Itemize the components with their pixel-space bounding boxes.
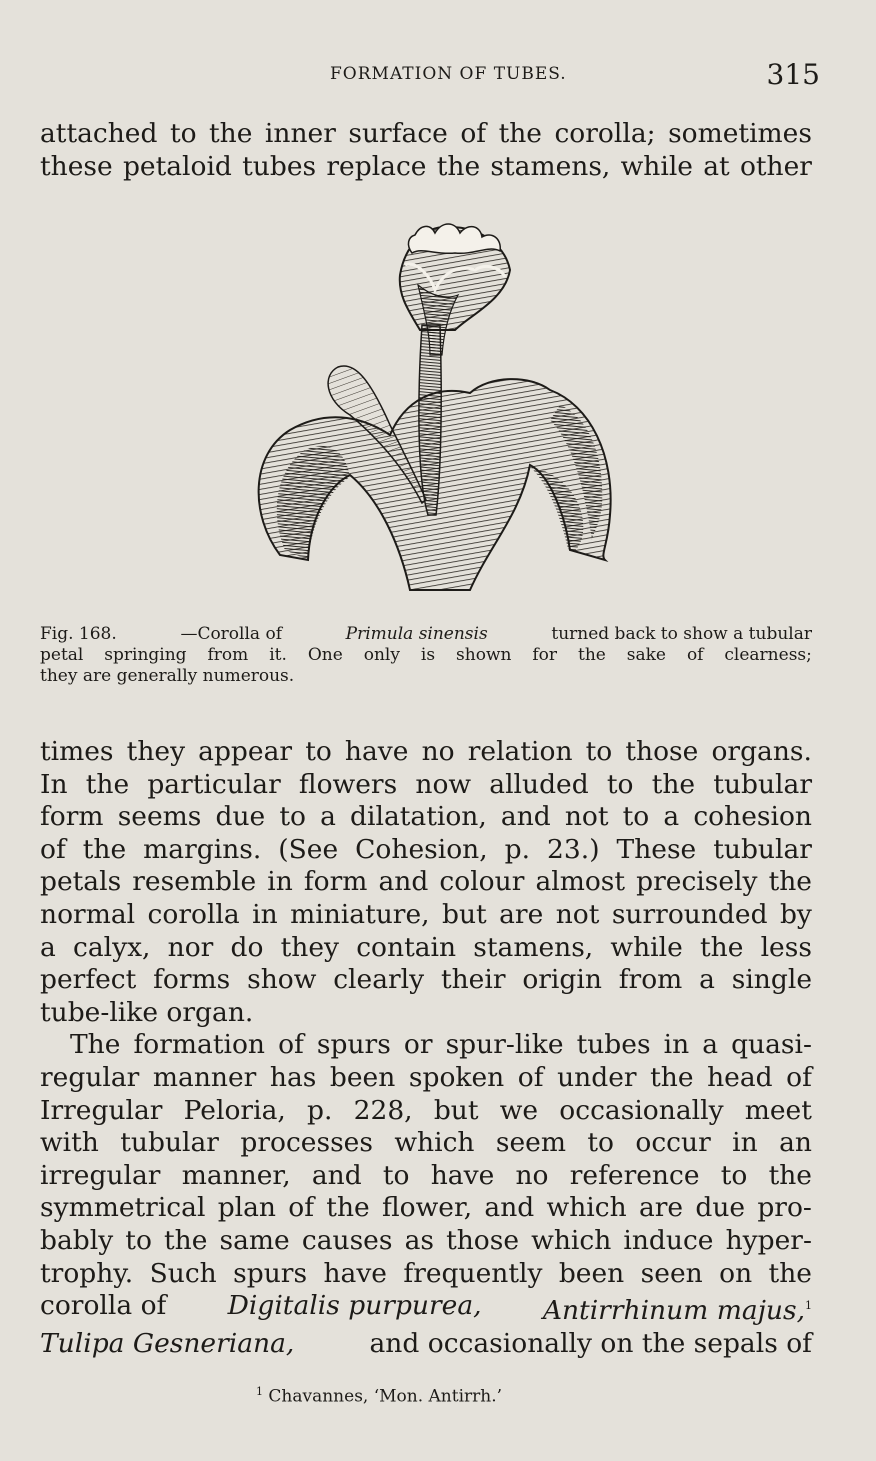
word: reference (569, 1159, 700, 1191)
word: to (606, 768, 634, 800)
word: tubular (120, 1127, 219, 1159)
word: as (404, 1224, 434, 1256)
word: those (446, 1224, 520, 1256)
word: it. (269, 645, 287, 665)
word: The (70, 1029, 121, 1061)
word: hyper- (725, 1224, 812, 1256)
word: are (638, 1192, 684, 1224)
text-line (40, 1127, 812, 1160)
word: while (610, 931, 683, 963)
text-line (40, 1029, 812, 1062)
word: from (207, 645, 249, 665)
word: attached (40, 118, 158, 149)
word: of (460, 118, 487, 149)
word: Such (149, 1257, 217, 1289)
word: which (394, 1127, 475, 1159)
word: particular (147, 768, 281, 800)
text-line (40, 1258, 812, 1291)
word: to (587, 1127, 614, 1159)
word: tubular (713, 768, 812, 800)
caption-text: turned back to show a tubular (551, 624, 812, 644)
word: other (739, 150, 812, 182)
text-line: tube-like organ. (40, 996, 254, 1028)
word: surface (348, 118, 448, 149)
word: but (442, 898, 487, 930)
word: manner, (181, 1159, 291, 1191)
word: formation (133, 1029, 266, 1061)
word: has (269, 1061, 317, 1093)
word: form (40, 801, 104, 833)
word: 23.) (547, 833, 600, 865)
word: of (786, 1061, 812, 1093)
text-line (40, 932, 812, 965)
word: regular (40, 1061, 140, 1093)
word: and (378, 866, 429, 898)
word: same (219, 1224, 290, 1256)
word: but (433, 1094, 479, 1126)
word: meet (744, 1094, 812, 1126)
word: plan (217, 1192, 276, 1224)
text-line (40, 866, 812, 899)
word: by (779, 898, 812, 930)
word: One (307, 645, 343, 665)
word: the (436, 150, 481, 182)
word: those (625, 736, 699, 767)
word: spur-like (445, 1029, 564, 1061)
word: of (288, 1192, 315, 1224)
word: to (382, 1159, 410, 1191)
word: resemble (132, 866, 257, 898)
word: the (85, 768, 130, 800)
word: In (40, 768, 68, 800)
word: at (703, 150, 730, 182)
word: in (267, 866, 293, 898)
word: and (500, 801, 551, 833)
word: Peloria, (183, 1094, 286, 1126)
word: seems (117, 801, 202, 833)
word: the (164, 1224, 208, 1256)
word: p. (307, 1094, 333, 1126)
word: p. (504, 833, 531, 865)
word: an (779, 1127, 812, 1159)
word: the (651, 768, 696, 800)
word: sometimes (668, 118, 812, 149)
word: do (230, 931, 264, 963)
tubular-petal-flower (400, 224, 510, 355)
word: manner (152, 1061, 257, 1093)
word: processes (240, 1127, 373, 1159)
primula-corolla-illustration (230, 215, 650, 615)
word: the (326, 1192, 370, 1224)
text-line (40, 1192, 812, 1225)
running-head: FORMATION OF TUBES. (330, 64, 567, 84)
word: they (126, 736, 186, 767)
word: not (555, 898, 600, 930)
word: surrounded (611, 898, 768, 930)
word: on (719, 1257, 753, 1289)
word: trophy. (40, 1257, 134, 1289)
word: seen (640, 1257, 703, 1289)
word: stamens, (490, 150, 611, 182)
word: we (499, 1094, 539, 1126)
word: perfect (40, 964, 137, 996)
word: their (440, 964, 506, 996)
word: colour (439, 866, 525, 898)
word: These (616, 833, 697, 865)
word: have (323, 1257, 387, 1289)
word: of (40, 833, 66, 865)
word: been (558, 1257, 625, 1289)
caption-text: —Corolla of (180, 624, 282, 644)
word: the (768, 866, 812, 898)
word: spurs (316, 1029, 391, 1061)
word: are (499, 898, 544, 930)
word: seem (495, 1127, 566, 1159)
word: from (618, 964, 683, 996)
word: the (82, 833, 127, 865)
word: Cohesion, (355, 833, 488, 865)
word: only (363, 645, 400, 665)
page-header (40, 58, 820, 98)
top-text (40, 118, 812, 183)
word: a (320, 801, 336, 833)
word: the (209, 118, 253, 149)
word: occasionally (559, 1094, 724, 1126)
word: less (760, 931, 812, 963)
word: times (40, 736, 114, 767)
word: been (329, 1061, 396, 1093)
word: calyx, (73, 931, 151, 963)
text-line (40, 1095, 812, 1128)
word: for (532, 645, 558, 665)
text-line (40, 769, 812, 802)
word: due (695, 1192, 746, 1224)
word: in (663, 1029, 690, 1061)
word: no (421, 736, 455, 767)
caption-line (40, 645, 812, 666)
text-line (40, 834, 812, 867)
word: the (768, 1159, 812, 1191)
word: springing (104, 645, 187, 665)
word: nor (167, 931, 214, 963)
main-text (40, 736, 812, 1360)
word: quasi- (731, 1029, 812, 1061)
word: frequently (403, 1257, 543, 1289)
word: dilatation, (350, 801, 487, 833)
word: contain (356, 931, 457, 963)
word: (See (278, 833, 339, 865)
word: tubes (242, 150, 317, 182)
footnote-text: Chavannes, ‘Mon. Antirrh.’ (268, 1386, 503, 1407)
word: a (699, 964, 715, 996)
word: show (247, 964, 317, 996)
text-line (40, 736, 812, 769)
word: relation (467, 736, 573, 767)
word: induce (623, 1224, 714, 1256)
word: these (40, 150, 113, 182)
word: origin (522, 964, 602, 996)
word: bably (40, 1224, 114, 1256)
word: a (702, 1029, 719, 1061)
word: symmetrical (40, 1192, 206, 1224)
word: tubular (713, 833, 812, 865)
word: petals (40, 866, 122, 898)
word: a (663, 801, 680, 833)
text-line (40, 1062, 812, 1095)
word: sake (626, 645, 666, 665)
word: flower, (381, 1192, 473, 1224)
page-number: 315 (766, 58, 820, 91)
word: corolla (147, 898, 240, 930)
word: not (564, 801, 609, 833)
word: stamens, (473, 931, 594, 963)
word: flowers (298, 768, 398, 800)
word: petal (40, 645, 84, 665)
word: in (252, 898, 278, 930)
word: petaloid (122, 150, 232, 182)
word: or (403, 1029, 433, 1061)
word: the (577, 645, 606, 665)
word: while (620, 150, 693, 182)
word: of (278, 1029, 304, 1061)
word: shown (456, 645, 512, 665)
caption-line (40, 624, 812, 645)
word: spurs (233, 1257, 308, 1289)
word: appear (198, 736, 293, 767)
word: organs. (711, 736, 812, 767)
word: to (279, 801, 306, 833)
word: now (415, 768, 472, 800)
word: to (585, 736, 613, 767)
word: irregular (40, 1159, 161, 1191)
word: alluded (489, 768, 589, 800)
word: causes (301, 1224, 393, 1256)
word: the (498, 118, 542, 149)
text-line (40, 1160, 812, 1193)
word: the (650, 1061, 694, 1093)
word: which (546, 1192, 627, 1224)
text-line (40, 801, 812, 834)
text-line (40, 899, 812, 932)
word: under (557, 1061, 637, 1093)
word: precisely (636, 866, 758, 898)
word: tubes (576, 1029, 651, 1061)
word: have (430, 1159, 495, 1191)
word: have (344, 736, 409, 767)
word: spoken (408, 1061, 505, 1093)
word: which (531, 1224, 612, 1256)
word: the (768, 1257, 812, 1289)
word: inner (264, 118, 336, 149)
word: clearness; (724, 645, 812, 665)
word: to (622, 801, 650, 833)
word: miniature, (290, 898, 430, 930)
word: of (517, 1061, 544, 1093)
word: with (40, 1127, 99, 1159)
caption-fig-label: Fig. 168. (40, 624, 117, 644)
word: to (720, 1159, 748, 1191)
word: normal (40, 898, 136, 930)
word: to (125, 1224, 152, 1256)
text-line (40, 964, 812, 997)
text-line (40, 118, 812, 151)
word: to (305, 736, 332, 767)
text-line (40, 1225, 812, 1258)
word: 228, (353, 1094, 413, 1126)
footnote-mark: 1 (256, 1385, 263, 1398)
text-line: corolla of Digitalis purpurea, Antirrhinum majus,$^1$ (40, 1290, 812, 1326)
word: cohesion (693, 801, 812, 833)
text-line (40, 151, 812, 184)
word: Irregular (40, 1094, 163, 1126)
word: is (420, 645, 436, 665)
text-line: Tulipa Gesneriana, and occasionally on the sepals of (40, 1327, 812, 1359)
word: of (686, 645, 704, 665)
word: they (280, 931, 340, 963)
word: single (731, 964, 812, 996)
word: to (169, 118, 197, 149)
word: head (707, 1061, 773, 1093)
figure-caption (40, 624, 812, 687)
word: and (311, 1159, 362, 1191)
word: and (484, 1192, 535, 1224)
word: almost (535, 866, 626, 898)
footnote (256, 1385, 502, 1407)
word: form (303, 866, 368, 898)
word: due (215, 801, 266, 833)
word: no (515, 1159, 549, 1191)
word: clearly (333, 964, 425, 996)
word: a (40, 931, 56, 963)
word: replace (326, 150, 427, 182)
caption-line: they are generally numerous. (40, 666, 295, 686)
word: forms (153, 964, 231, 996)
word: occur (635, 1127, 711, 1159)
footnote-ref: 1 (805, 1299, 812, 1313)
word: in (732, 1127, 758, 1159)
word: corolla; (554, 118, 656, 149)
caption-species: Primula sinensis (345, 624, 488, 644)
word: the (699, 931, 744, 963)
word: pro- (757, 1192, 812, 1224)
word: margins. (143, 833, 262, 865)
